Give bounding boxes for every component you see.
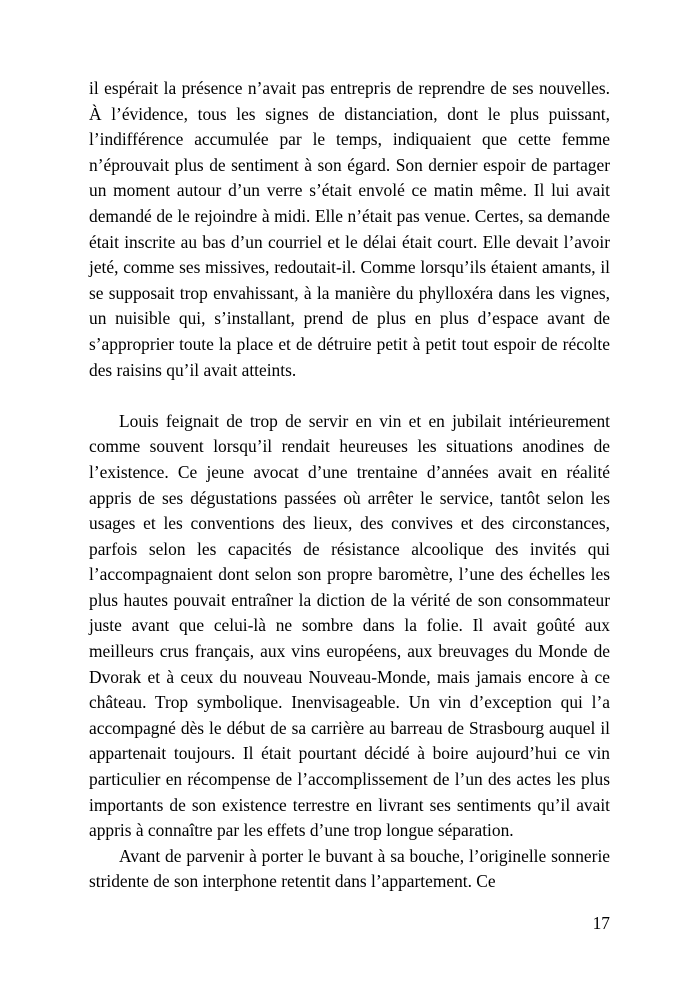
- page-number: 17: [592, 913, 610, 933]
- paragraph-1: il espérait la présence n’avait pas entrepris de reprendre de ses nouvelles. À l’évidence, tous les signes de distanciation, dont le plus puissant, l’indifférence accumulée par le temps, indiquaient que cette femme n’éprouvait plus de sentiment à son égard. Son dernier espoir de partager un moment autour d’un verre s’était envolé ce matin même. Il lui avait demandé de le rejoindre à midi. Elle n’était pas venue. Certes, sa demande était inscrite au bas d’un courriel et le délai était court. Elle devait l’avoir jeté, comme ses missives, redoutait-il. Comme lorsqu’ils étaient amants, il se supposait trop envahissant, à la manière du phylloxéra dans les vignes, un nuisible qui, s’installant, prend de plus en plus d’espace avant de s’approprier toute la place et de détruire petit à petit tout espoir de récolte des raisins qu’il avait atteints.: [89, 78, 610, 380]
- paragraph-2: Louis feignait de trop de servir en vin et en jubilait intérieurement comme souvent lorsqu’il rendait heureuses les situations anodines de l’existence. Ce jeune avocat d’une trentaine d’années avait en réalité appris de ses dégustations passées où arrêter le service, tantôt selon les usages et les conventions des lieux, des convives et des circonstances, parfois selon les capacités de résistance alcoolique des invités qui l’accompagnaient dont selon son propre baromètre, l’une des échelles les plus hautes pouvait entraîner la diction de la vérité de son consommateur juste avant que celui-là ne sombre dans la folie. Il avait goûté aux meilleurs crus français, aux vins européens, aux breuvages du Monde de Dvorak et à ceux du nouveau Nouveau-Monde, mais jamais encore à ce château. Trop symbolique. Inenvisageable. Un vin d’exception qui l’a accompagné dès le début de sa carrière au barreau de Strasbourg auquel il appartenait toujours. Il était pourtant décidé à boire aujourd’hui ce vin particulier en récompense de l’accomplissement de l’un des actes les plus importants de son existence terrestre en livrant ses sentiments qu’il avait appris à connaître par les effets d’une trop longue séparation.: [89, 410, 610, 841]
- paragraph-3: Avant de parvenir à porter le buvant à sa bouche, l’originelle sonnerie stridente de son interphone retentit dans l’appartement. Ce: [89, 845, 610, 892]
- body-text-block: [89, 76, 610, 895]
